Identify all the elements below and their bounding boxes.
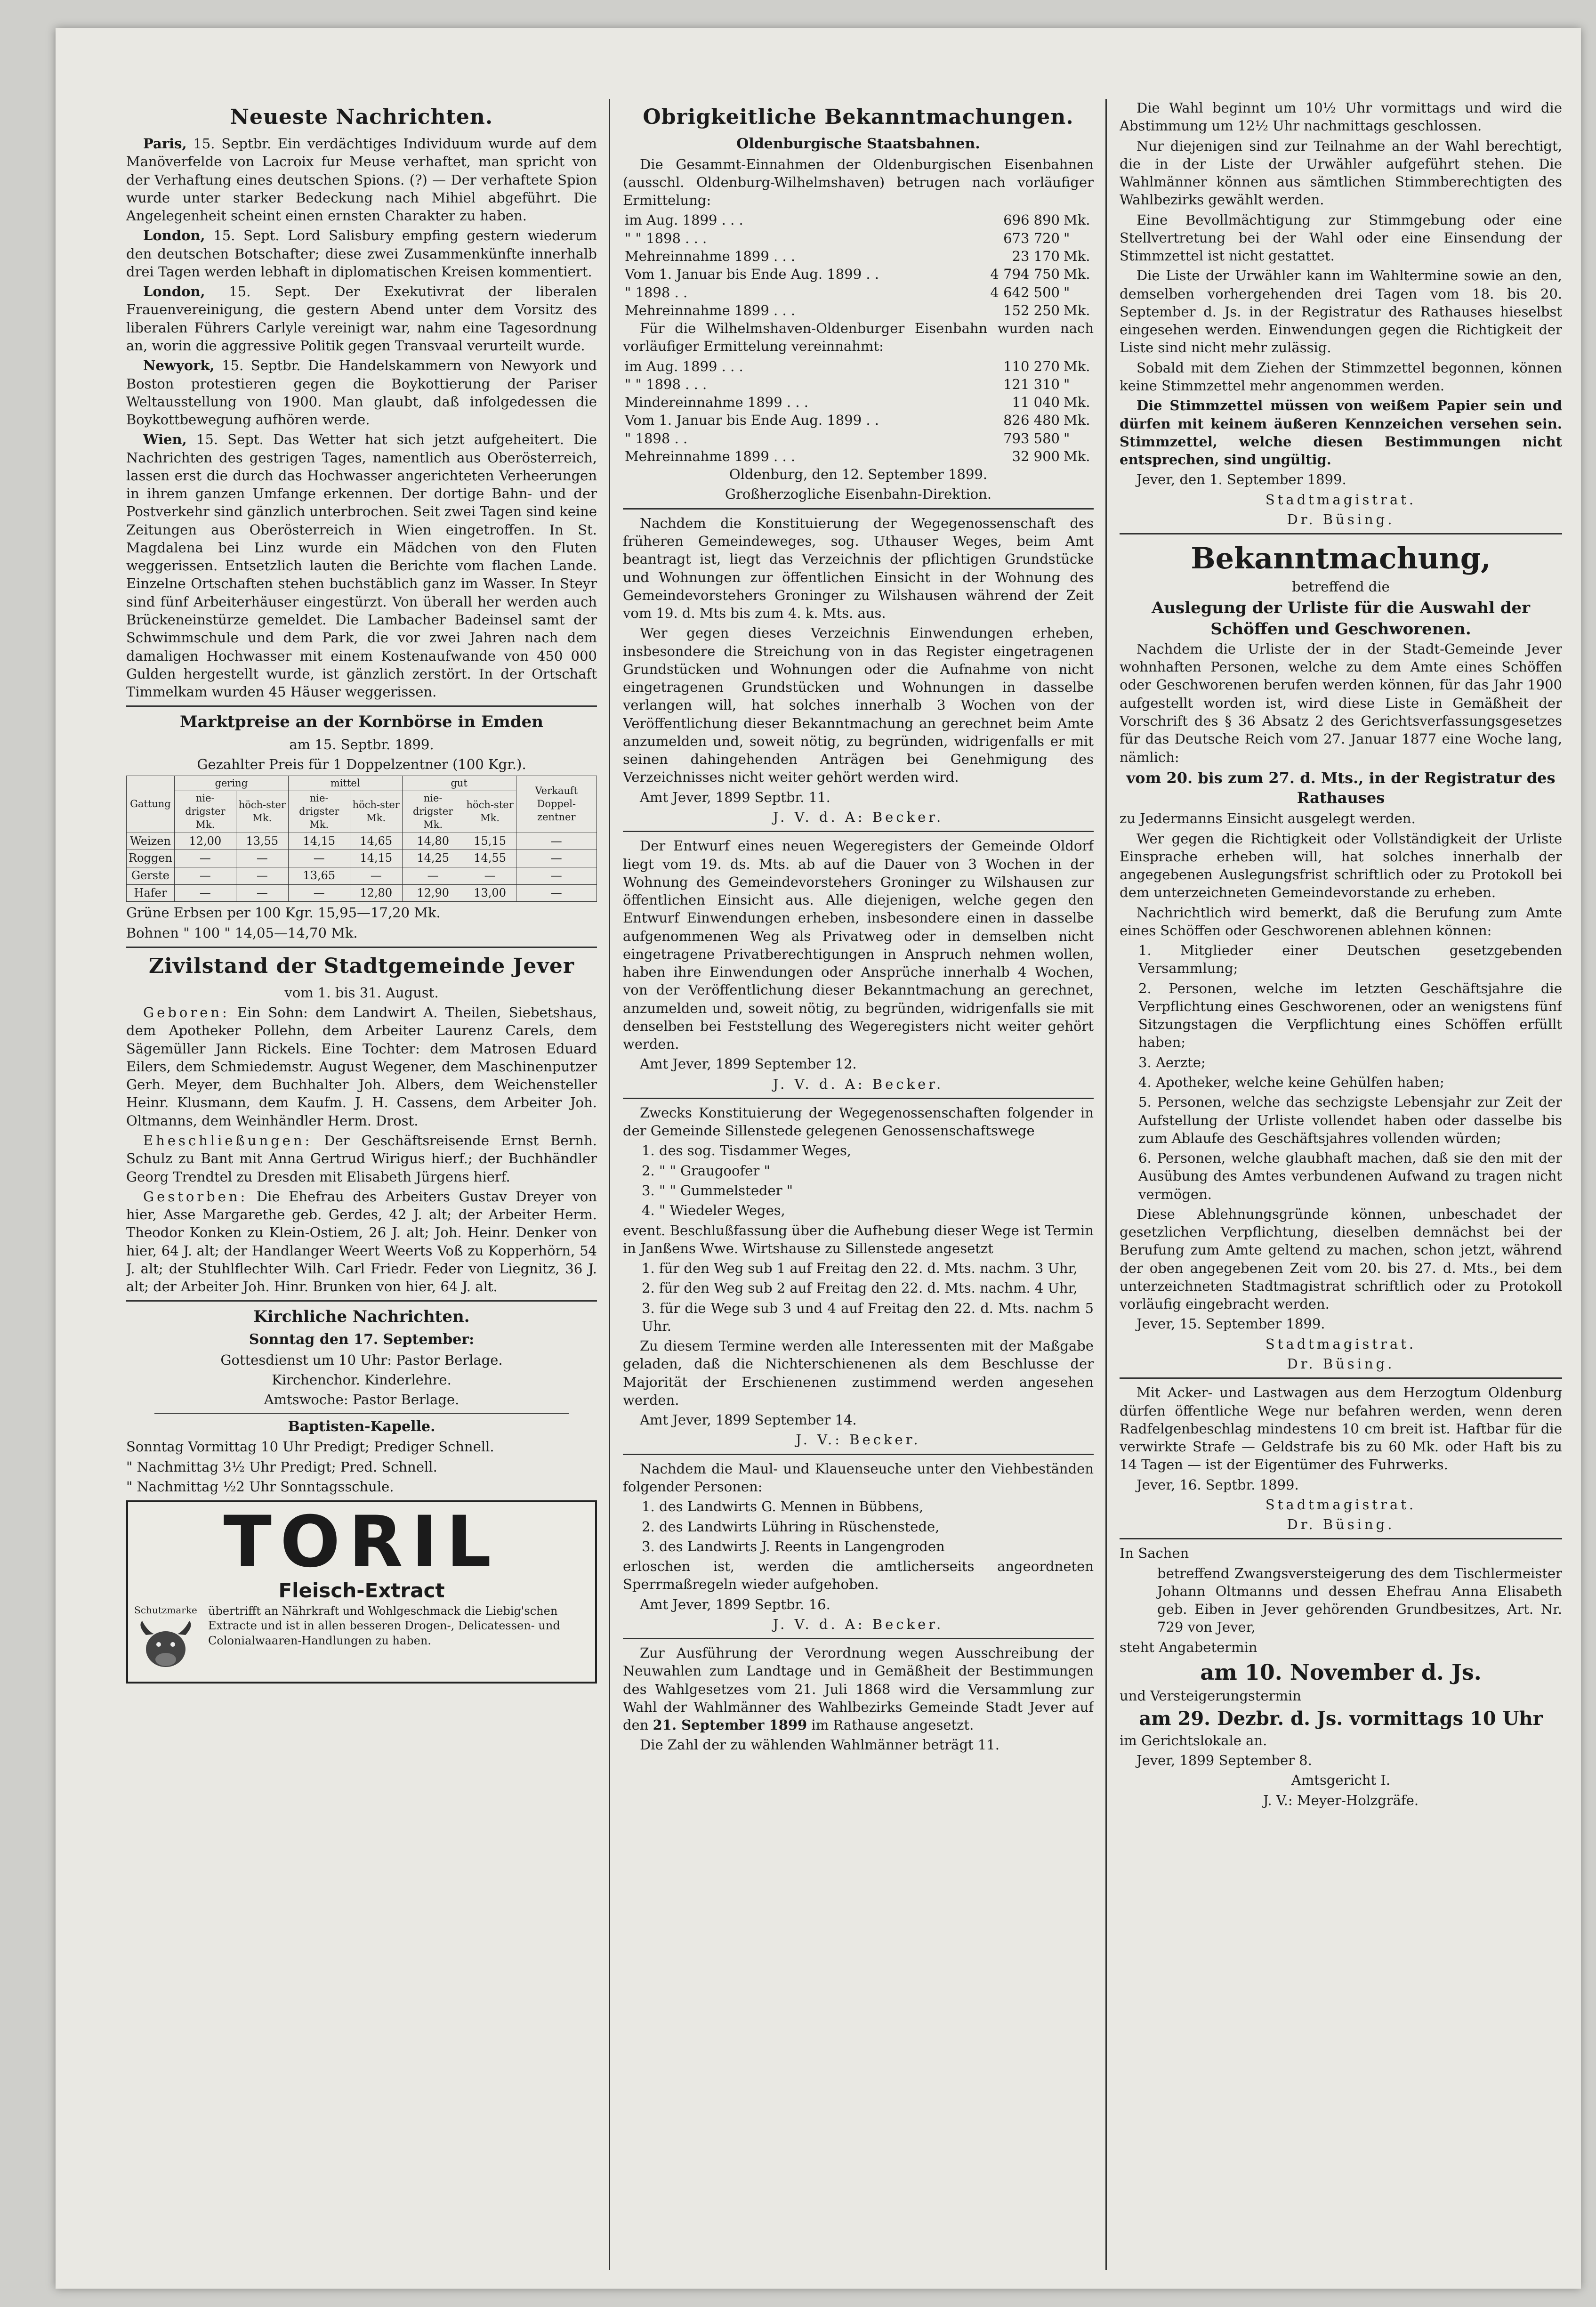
notice-text [623,1644,1094,1734]
court-term: steht Angabetermin [1120,1639,1257,1655]
notice-date: Jever, den 1. September 1899. [1137,471,1346,488]
election-text: Eine Bevollmächtigung zur Stimmgebung oder eine Stellvertretung bei der Wahl oder eine Einsendung der Stimmzettel ist nicht gestattet. [1120,211,1562,264]
notice-text: Nachrichtlich wird bemerkt, daß die Berufung zum Amte eines Schöffen oder Geschworenen ablehnen können: [1120,904,1562,939]
news-item [126,430,597,701]
list-item: Gottesdienst um 10 Uhr: Pastor Berlage. [220,1352,503,1368]
price-cell: 13,00 [464,884,516,902]
ad-brand: TORIL [223,1501,500,1584]
news-item [126,227,597,281]
table-row [127,850,597,867]
news-place: Wien, [143,431,187,448]
news-item [126,135,597,225]
table-row [623,375,1094,393]
court-place: im Gerichtslokale an. [1120,1732,1267,1748]
rail-unit: Mk. [1064,394,1090,411]
rail-label: im Aug. 1899 . . . [625,358,743,374]
list-item: 2. des Landwirts Lühring in Rüschenstede, [642,1518,940,1535]
court-signature: J. V.: Meyer-Holzgräfe. [1263,1792,1419,1808]
notice-signature: J. V. d. A: Becker. [773,1616,944,1632]
table-row [623,447,1094,465]
col-head-verkauft: Verkauft Doppel-zentner [516,776,596,833]
rail-label: Mehreinnahme 1899 . . . [625,448,796,464]
notice-text: zu Jedermanns Einsicht ausgelegt werden. [1120,810,1416,827]
notice-date: Amt Jever, 1899 Septbr. 16. [640,1596,830,1612]
col-head-low: nie-drigster Mk. [402,791,464,833]
election-text: Die Liste der Urwähler kann im Wahltermine sowie an den, demselben vorhergehenden drei Tagen vom 18. bis 20. September d. Js. in der Registratur des Rathauses hieselbst eingesehen werden. Einwendungen gegen die Richtigkeit der Liste sind nicht mehr zulässig. [1120,267,1562,356]
rail-title: Oldenburgische Staatsbahnen. [736,136,980,153]
notice-signature: J. V. d. A: Becker. [773,809,944,825]
civil-text: Ein Sohn: dem Landwirt A. Theilen, Siebetshaus, dem Apotheker Pollehn, dem Arbeiter Laurenz Carels, dem Sägemüller Jann Rickels. Eine Tochter: dem Matrosen Eduard Eilers, dem Schmiedemstr. August Wegener, dem Maschinenputzer Gerh. Meyer, dem Buchhalter Joh. Albers, dem Weichensteller Heinr. Klusmann, dem Kaufm. J. H. Cassens, dem Arbeiter Joh. Oltmanns, dem Weinhändler Herm. Drost. [126,1004,597,1129]
court-date-2: am 29. Dezbr. d. Js. vormittags 10 Uhr [1139,1707,1543,1730]
notice-text: Wer gegen die Richtigkeit oder Vollständigkeit der Urliste Einsprache erheben will, hat solches innerhalb der angegebenen Auslegungsfrist schriftlich oder zu Protokoll bei dem unterzeichneten Gemeindevorstande zu erheben. [1120,830,1562,901]
divider [623,508,1094,510]
list-item: 3. " " Gummelsteder " [642,1182,793,1199]
price-cell: 14,80 [402,833,464,850]
news-text: 15. Septbr. Die Handelskammern von Newyork und Boston protestieren gegen die Boykottierung der Pariser Weltausstellung von 1900. Man glaubt, daß infolgedessen die Boykottbewegung aufhören werde. [126,357,597,428]
bekanntmachung-sub: betreffend die [1292,578,1390,595]
notice-text-part: Zur Ausführung der Verordnung wegen Ausschreibung der Neuwahlen zum Landtage und in Gemäßheit der Bestimmungen des Wahlgesetzes vom 21. Juli 1868 wird die Versammlung zur Wahl der Wahlmänner des Wahlbezirks Gemeinde Stadt Jever auf den [623,1645,1094,1733]
table-row [623,301,1094,319]
notice-text: Zu diesem Termine werden alle Interessenten mit der Maßgabe geladen, daß die Nichterschienenen als dem Beschlusse der Majorität der Erschienenen zustimmend werden angesehen werden. [623,1338,1094,1408]
notice-date: Amt Jever, 1899 September 14. [640,1412,857,1428]
divider [623,1098,1094,1099]
list-item: 6. Personen, welche glaubhaft machen, daß sie den mit der Ausübung des Amtes verbundenen Aufwand zu tragen nicht vermögen. [1138,1150,1562,1202]
rail-intro-2: Für die Wilhelmshaven-Oldenburger Eisenbahn wurden nach vorläufiger Ermittelung vereinnahmt: [623,320,1094,355]
notice-signature: J. V.: Becker. [796,1432,921,1448]
civil-entry [126,1188,597,1296]
civil-title: Zivilstand der Stadtgemeinde Jever [148,954,575,978]
col-head-gut: gut [402,776,516,791]
news-text: 15. Sept. Das Wetter hat sich jetzt aufgeheitert. Die Nachrichten des gestrigen Tages, namentlich aus Oberösterreich, lassen erst die durch das Hochwasser angerichteten Verheerungen in ihrem ganzen Umfange erkennen. Der dortige Bahn- und der Postverkehr sind gänzlich unterbrochen. Seit zwei Tagen sind keine Zeitungen aus Oberösterreich in Wien eingetroffen. In St. Magdalena bei Linz wurde ein Mädchen von den Fluten weggerissen. Entsetzlich lauten die Berichte vom flachen Lande. Einzelne Ortschaften stehen buchstäblich ganz im Wasser. In Steyr sind fünf Arbeiterhäuser eingestürzt. Von überall her werden auch Brückeneinstürze gemeldet. Die Lambacher Badeinsel samt der Schwimmschule und dem Park, die vor zwei Jahren nach dem damaligen Hochwasser mit einem Kostenaufwande von 450 000 Gulden hergestellt wurde, ist gänzlich zerstört. In der Ortschaft Timmelkam wurden 45 Häuser weggerissen. [126,431,597,700]
list-item: 3. des Landwirts J. Reents in Langengroden [642,1538,945,1554]
list-item: 1. für den Weg sub 1 auf Freitag den 22. d. Mts. nachm. 3 Uhr, [642,1260,1078,1277]
rail-value: 152 250 [1003,302,1060,318]
civil-period: vom 1. bis 31. August. [284,984,439,1001]
baptist-title: Baptisten-Kapelle. [288,1418,435,1435]
newspaper-page [56,28,1581,2289]
list-item: Sonntag Vormittag 10 Uhr Predigt; Prediger Schnell. [126,1439,494,1455]
market-extra-row [126,924,597,942]
table-row [127,867,597,884]
rail-value: 826 480 [1003,412,1060,429]
list-item: 2. Personen, welche im letzten Geschäftsjahre die Verpflichtung eines Geschworenen, oder an wenigstens fünf Sitzungstagen die Verpflichtung eines Schöffen erfüllt haben; [1138,980,1562,1051]
list-item: 4. Apotheker, welche keine Gehülfen haben; [1138,1074,1444,1090]
rail-value: 696 890 [1003,212,1060,228]
col-head-low: nie-drigster Mk. [288,791,350,833]
rail-value: 110 270 [1003,358,1060,374]
rail-date: Oldenburg, den 12. September 1899. [729,466,988,483]
grain-name: Roggen [127,850,175,867]
notice-text: Nachdem die Konstituierung der Wegegenossenschaft des früheren Gemeindeweges, sog. Uthauser Weges, beim Amt beantragt ist, liegt das Verzeichnis der pflichtigen Grundstücke und Wohnungen zur öffentlichen Einsicht in der Wohnung des Gemeindevorstehers Groninger zu Wilshausen während der Zeit vom 19. d. Mts bis zum 4. k. Mts. aus. [623,515,1094,622]
election-date: 21. September 1899 [653,1717,807,1733]
notice-text: Mit Acker- und Lastwagen aus dem Herzogtum Oldenburg dürfen öffentliche Wege nur befahren werden, wenn deren Radfelgenbeschlag mindestens 10 cm breit ist. Haftbar für die verwirkte Strafe — Geldstrafe bis zu 60 Mk. oder Haft bis zu 14 Tagen — ist der Eigentümer des Fuhrwerks. [1120,1384,1562,1473]
list-item: Kirchenchor. Kinderlehre. [272,1372,451,1388]
bekanntmachung-title: Bekanntmachung, [1191,541,1491,576]
table-row [623,393,1094,411]
grain-name: Grüne Erbsen [126,905,223,921]
column-1 [126,99,597,2270]
column-2 [623,99,1094,2270]
signature: Dr. Büsing. [1287,511,1395,527]
table-row [623,411,1094,429]
church-title: Kirchliche Nachrichten. [253,1307,470,1327]
divider [126,705,597,707]
rail-label: Mehreinnahme 1899 . . . [625,248,796,264]
election-text: Die Wahl beginnt um 10½ Uhr vormittags und wird die Abstimmung um 12½ Uhr nachmittags geschlossen. [1120,100,1562,134]
civil-label: Eheschließungen: [143,1133,313,1149]
rail-signature: Großherzogliche Eisenbahn-Direktion. [725,486,992,502]
rail-unit: Mk. [1064,212,1090,228]
rail-unit: Mk. [1064,412,1090,429]
table-row [623,265,1094,283]
election-text-bold: Die Stimmzettel müssen von weißem Papier sein und dürfen mit keinem äußeren Kennzeichen versehen sein. Stimmzettel, welche diesen Bestimmungen nicht entsprechen, sind ungültig. [1120,397,1562,468]
price-cell: 13,65 [288,867,350,884]
civil-text: Der Geschäftsreisende Ernst Bernh. Schulz zu Bant mit Anna Gertrud Wirigus hierf.; der Buchhändler Georg Trendtel zu Dresden mit Elisabeth Jürgens hierf. [126,1133,597,1185]
market-subtitle: Gezahlter Preis für 1 Doppelzentner (100 Kgr.). [197,756,526,773]
market-price-table [126,776,597,902]
market-title: Marktpreise an der Kornbörse in Emden [179,712,543,732]
table-row [623,229,1094,247]
divider [126,1300,597,1302]
column-3 [1120,99,1562,2270]
list-item: 2. " " Graugoofer " [642,1162,770,1179]
rail-unit: Mk. [1064,302,1090,318]
price-text: per 100 Kgr. 15,95—17,20 Mk. [227,905,441,921]
bull-head-icon [133,1616,199,1673]
court-intro: In Sachen [1120,1545,1189,1562]
market-date: am 15. Septbr. 1899. [289,737,434,753]
signature: Dr. Büsing. [1287,1355,1395,1372]
civil-list [126,1004,597,1295]
rail-unit: " [1064,284,1070,300]
price-cell: — [350,867,402,884]
grain-name: Gerste [127,867,175,884]
divider [126,947,597,948]
civil-label: Gestorben: [143,1188,248,1205]
notice-text: Nachdem die Urliste der in der Stadt-Gemeinde Jever wohnhaften Personen, welche zu dem Amte eines Schöffen oder Geschworenen berufen werden können, für das Jahr 1900 aufgestellt worden ist, wird diese Liste in Gemäßheit der Vorschrift des § 36 Absatz 2 des Gerichtsverfassungsgesetzes für das Deutsche Reich vom 27. Januar 1877 eine Woche lang, nämlich: [1120,640,1562,765]
col-head-high: höch-ster Mk. [350,791,402,833]
price-cell: 12,80 [350,884,402,902]
civil-label: Geboren: [143,1004,230,1021]
news-text: 15. Sept. Der Exekutivrat der liberalen Frauenvereinigung, die gestern Abend unter dem Vorsitz des liberalen Führers Carlyle vereinigt war, nahm eine Tagesordnung an, worin die aggressive Politik gegen Transvaal verurteilt wurde. [126,283,597,354]
rail-value: 121 310 [1003,376,1060,392]
price-cell: 12,00 [174,833,236,850]
ad-text: übertrifft an Nährkraft und Wohlgeschmack die Liebig'schen Extracte und ist in allen besseren Drogen-, Delicatessen- und Colonialwaaren-Handlungen zu haben. [208,1604,560,1647]
notice-date: Amt Jever, 1899 September 12. [640,1056,857,1072]
column-rule [609,99,610,2270]
election-text: Nur diejenigen sind zur Teilnahme an der Wahl berechtigt, die in der Liste der Urwähler aufgeführt stehen. Die Wahlmänner können aus sämtlichen Stimmberechtigten des Wahlbezirks gewählt werden. [1120,138,1562,208]
list-item: 3. für die Wege sub 3 und 4 auf Freitag den 22. d. Mts. nachm 5 Uhr. [642,1300,1094,1334]
toril-advertisement [126,1500,597,1684]
list-item: 4. " Wiedeler Weges, [642,1202,785,1219]
col-head-high: höch-ster Mk. [236,791,288,833]
divider [1120,533,1562,534]
notice-date: Jever, 15. September 1899. [1137,1316,1325,1332]
election-text: Sobald mit dem Ziehen der Stimmzettel begonnen, können keine Stimmzettel mehr angenommen werden. [1120,359,1562,394]
baptist-lines [126,1438,597,1496]
rail-label: Mindereinnahme 1899 . . . [625,394,808,411]
price-cell: 14,15 [350,850,402,867]
divider [1120,1538,1562,1539]
table-row [623,211,1094,229]
rail-label: " 1898 . . [625,284,688,300]
notice-date: Amt Jever, 1899 Septbr. 11. [640,789,830,805]
price-text: " 100 " 14,05—14,70 Mk. [183,924,358,941]
price-cell: — [516,884,596,902]
divider [1120,1377,1562,1379]
grain-name: Weizen [127,833,175,850]
rail-unit: " [1064,230,1070,246]
rail-value: 673 720 [1003,230,1060,246]
rail-label: " " 1898 . . . [625,376,707,392]
price-cell: — [402,867,464,884]
rail-value: 23 170 [1012,248,1060,264]
col-head-mittel: mittel [288,776,402,791]
notice-text: Der Entwurf eines neuen Wegeregisters der Gemeinde Oldorf liegt vom 19. ds. Mts. ab auf die Dauer von 3 Wochen in der Wohnung des Gemeindevorstehers Groninger zu Wilshausen zur öffentlichen Einsicht aus. Alle diejenigen, welche gegen den Entwurf Einwendungen erheben, insbesondere einen in dasselbe aufgenommenen Weg als Privatweg oder in demselben nicht eingetragene Privatberechtigungen in Anspruch nehmen wollen, haben ihre Einwendungen oder Ansprüche innerhalb 4 Wochen, von der Veröffentlichung dieser Bekanntmachung an gerechnet, anzumelden und, soweit nötig, zu begründen, widrigenfalls sie mit denselben bei Feststellung des Wegeregisters nicht weiter gehört werden. [623,838,1094,1052]
col-head-low: nie-drigster Mk. [174,791,236,833]
price-cell: — [464,867,516,884]
notice-date: Jever, 16. Septbr. 1899. [1137,1476,1299,1493]
news-title: Neueste Nachrichten. [230,105,493,129]
divider [623,831,1094,832]
notice-text: Nachdem die Maul- und Klauenseuche unter den Viehbeständen folgender Personen: [623,1460,1094,1495]
rail-unit: Mk. [1064,448,1090,464]
table-row [623,247,1094,265]
price-cell: — [174,850,236,867]
price-cell: — [236,867,288,884]
ad-trademark-label: Schutzmarke [134,1604,197,1616]
price-cell: 12,90 [402,884,464,902]
list-item: 5. Personen, welche das sechzigste Lebensjahr zur Zeit der Aufstellung der Urliste vollendet haben oder dasselbe bis zum Ablaufe des Geschäftsjahres vollenden würden; [1138,1094,1562,1146]
rail-unit: " [1064,430,1070,446]
rail-unit: Mk. [1064,358,1090,374]
magistrate: Stadtmagistrat. [1265,1496,1417,1513]
news-place: London, [143,227,205,244]
court-date-1: am 10. November d. Js. [1200,1659,1482,1685]
rail-value: 4 642 500 [990,284,1060,300]
divider [154,1413,569,1414]
rail-intro: Die Gesammt-Einnahmen der Oldenburgischen Eisenbahnen (ausschl. Oldenburg-Wilhelmshaven) betrugen nach vorläufiger Ermittelung: [623,156,1094,209]
rail-label: " " 1898 . . . [625,230,707,246]
col-head-gattung: Gattung [127,776,175,833]
magistrate: Stadtmagistrat. [1265,1336,1417,1352]
rail-value: 4 794 750 [990,266,1060,283]
price-cell: — [288,884,350,902]
rail-label: Mehreinnahme 1899 . . . [625,302,796,318]
notice-text: event. Beschlußfassung über die Aufhebung dieser Wege ist Termin in Janßens Wwe. Wirtshause zu Sillenstede angesetzt [623,1222,1094,1256]
list-item: " Nachmittag ½2 Uhr Sonntagsschule. [126,1478,394,1495]
church-lines [126,1351,597,1409]
news-item [126,356,597,429]
news-place: Newyork, [143,357,215,374]
notice-text: erloschen ist, werden die amtlicherseits angeordneten Sperrmaßregeln wieder aufgehoben. [623,1558,1094,1593]
news-place: Paris, [143,136,187,152]
rail-label: " 1898 . . [625,430,688,446]
notice-text: Die Zahl der zu wählenden Wahlmänner beträgt 11. [640,1737,1000,1753]
civil-text: Die Ehefrau des Arbeiters Gustav Dreyer von hier, Asse Margarethe geb. Gerdes, 42 J. alt; der Arbeiter Herm. Theodor Konken zu Klein-Ostiem, 26 J. alt; Joh. Heinr. Denker von hier, 64 J. alt; der Handlanger Weert Weerts Voß zu Kopperhörn, 54 J. alt; der Stuhlflechter Wilh. Carl Friedr. Feder von Liegnitz, 36 J. alt; der Arbeiter Joh. Hinr. Brunken von hier, 64 J. alt. [126,1188,597,1295]
price-cell: 14,65 [350,833,402,850]
table-row [127,833,597,850]
court-and: und Versteigerungstermin [1120,1687,1301,1704]
official-title: Obrigkeitliche Bekanntmachungen. [643,105,1074,129]
grain-name: Bohnen [126,924,179,941]
table-row [127,884,597,902]
price-cell: — [236,884,288,902]
list-item: 3. Aerzte; [1138,1054,1206,1070]
rail-label: im Aug. 1899 . . . [625,212,743,228]
notice-list [623,1259,1094,1335]
rail-label: Vom 1. Januar bis Ende Aug. 1899 . . [625,412,879,429]
grain-name: Hafer [127,884,175,902]
notice-text: Zwecks Konstituierung der Wegegenossenschaften folgender in der Gemeinde Sillenstede gelegenen Genossenschaftswege [623,1104,1094,1139]
notice-date: Jever, 1899 September 8. [1137,1752,1312,1769]
price-cell: 15,15 [464,833,516,850]
news-list [126,135,597,701]
notice-list [623,1141,1094,1219]
market-extra [126,904,597,942]
rail-value: 11 040 [1012,394,1060,411]
court-office: Amtsgericht I. [1291,1772,1391,1789]
price-cell: — [516,833,596,850]
table-row [623,429,1094,447]
rail-value: 793 580 [1003,430,1060,446]
notice-text-part: im Rathause angesetzt. [811,1717,974,1733]
list-item: 1. Mitglieder einer Deutschen gesetzgebenden Versammlung; [1138,942,1562,977]
col-head-high: höch-ster Mk. [464,791,516,833]
ad-product: Fleisch-Extract [278,1579,445,1603]
price-cell: 13,55 [236,833,288,850]
rail-label: Vom 1. Januar bis Ende Aug. 1899 . . [625,266,879,283]
price-cell: — [174,867,236,884]
column-rule [1105,99,1107,2270]
rail-table [623,357,1094,466]
civil-entry [126,1004,597,1130]
list-item: Amtswoche: Pastor Berlage. [264,1392,459,1408]
notice-text: Wer gegen dieses Verzeichnis Einwendungen erheben, insbesondere die Streichung von in das Register eingetragenen Grundstücken und Wohnungen oder die Aufnahme von nicht eingetragenen Grundstücken und Wohnungen in dasselbe verlangen will, hat solches innerhalb 3 Wochen von der Veröffentlichung dieser Bekanntmachung an gerechnet beim Amte anzumelden und, soweit nötig, zu begründen, widrigenfalls er mit seinen dahingehenden Anträgen bei Genehmigung des Verzeichnisses nicht weiter gehört werden wird. [623,625,1094,785]
magistrate: Stadtmagistrat. [1265,491,1417,508]
market-extra-row [126,904,597,922]
price-cell: — [516,867,596,884]
rail-unit: Mk. [1064,266,1090,283]
notice-text: Diese Ablehnungsgründe können, unbeschadet der gesetzlichen Verpflichtung, dieselben demnächst bei der Berufung zum Amte geltend zu machen, schon jetzt, während der oben angegebenen Zeit vom 20. bis 27. d. Mts., bei dem unterzeichneten Stadtmagistrat schriftlich oder zu Protokoll vorläufig eingebracht werden. [1120,1206,1562,1312]
price-cell: — [288,850,350,867]
list-item: 1. des sog. Tisdammer Weges, [642,1142,852,1159]
news-item [126,283,597,355]
rail-table [623,211,1094,319]
table-row [623,283,1094,301]
divider [623,1454,1094,1455]
news-place: London, [143,283,205,300]
col-head-gering: gering [174,776,288,791]
list-item: 1. des Landwirts G. Mennen in Bübbens, [642,1498,924,1515]
signature: Dr. Büsing. [1287,1516,1395,1533]
list-item: " Nachmittag 3½ Uhr Predigt; Pred. Schnell. [126,1458,437,1475]
ad-trademark [133,1604,199,1677]
table-row [623,357,1094,375]
price-cell: 14,15 [288,833,350,850]
notice-signature: J. V. d. A: Becker. [773,1076,944,1092]
civil-entry [126,1132,597,1186]
news-text: 15. Septbr. Ein verdächtiges Individuum wurde auf dem Manöverfelde von Lacroix fur Meuse verhaftet, man spricht von der Verhaftung eines deutschen Spions. (?) — Der verhaftete Spion wurde unter starker Bedeckung nach Mihiel abgeführt. Die Angelegenheit scheint einen ernsten Charakter zu haben. [126,136,597,224]
price-cell: — [516,850,596,867]
bekanntmachung-heading: Auslegung der Urliste für die Auswahl der Schöffen und Geschworenen. [1151,599,1531,639]
court-text: betreffend Zwangsversteigerung des dem Tischlermeister Johann Oltmanns und dessen Ehefrau Anna Elisabeth geb. Eiben in Jever gehörenden Grundbesitzes, Art. Nr. 729 von Jever, [1157,1565,1562,1635]
price-cell: — [174,884,236,902]
rail-unit: " [1064,376,1070,392]
price-cell: 14,55 [464,850,516,867]
church-sunday: Sonntag den 17. September: [249,1331,475,1348]
news-text: 15. Sept. Lord Salisbury empfing gestern wiederum den deutschen Botschafter; diese zwei Zusammenkünfte innerhalb drei Tagen werden lebhaft in diplomatischen Kreisen kommentiert. [126,227,597,280]
price-cell: — [236,850,288,867]
exemption-list [1120,941,1562,1203]
rail-value: 32 900 [1012,448,1060,464]
divider [623,1638,1094,1639]
rail-unit: Mk. [1064,248,1090,264]
notice-list [623,1498,1094,1555]
list-item: 2. für den Weg sub 2 auf Freitag den 22. d. Mts. nachm. 4 Uhr, [642,1280,1078,1296]
price-cell: 14,25 [402,850,464,867]
exhibit-dates: vom 20. bis zum 27. d. Mts., in der Registratur des Rathauses [1126,769,1556,807]
